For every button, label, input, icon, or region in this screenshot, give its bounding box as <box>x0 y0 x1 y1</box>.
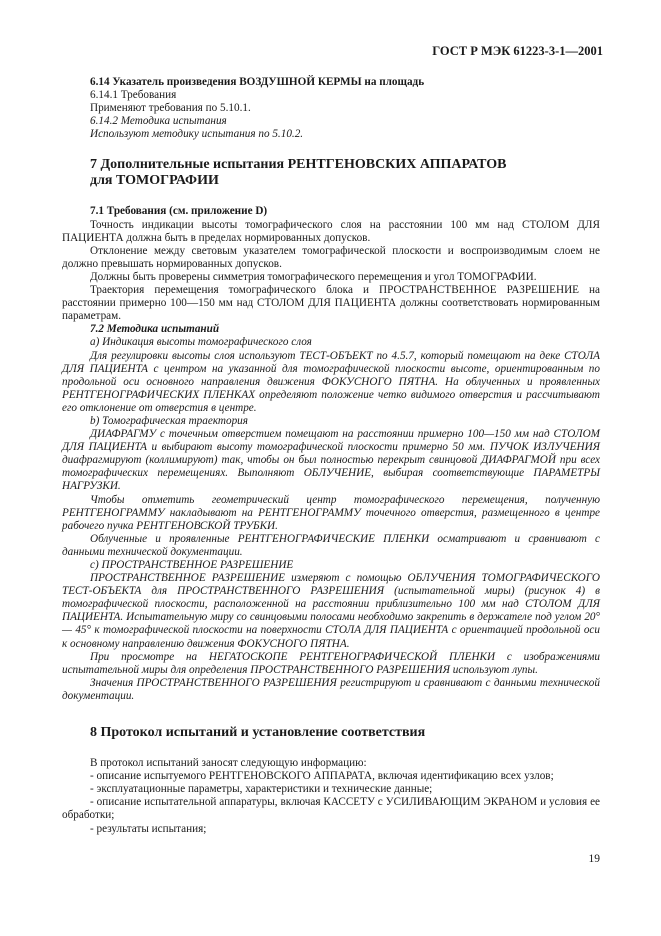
paragraph: Траектория перемещения томографического блока и ПРОСТРАНСТВЕННОЕ РАЗРЕШЕНИЕ на расстоянии примерно 100—150 мм над СТОЛОМ ДЛЯ ПАЦИЕНТА должны соответствовать нормированным параметрам. <box>62 284 600 323</box>
clause-6-14-1-text: Применяют требования по 5.10.1. <box>90 102 251 115</box>
paragraph: В протокол испытаний заносят следующую информацию: <box>90 757 367 770</box>
paragraph: ПРОСТРАНСТВЕННОЕ РАЗРЕШЕНИЕ измеряют с помощью ОБЛУЧЕНИЯ ТОМОГРАФИЧЕСКОГО ТЕСТ-ОБЪЕКТА для ПРОСТРАНСТВЕННОГО РАЗРЕШЕНИЯ (испытательной миры) (рисунок 4) в томографической плоскости, расположенной на расстоянии приблизительно 100 мм над СТОЛОМ ДЛЯ ПАЦИЕНТА. Испытательную миру со свинцовыми полосами необходимо закрепить в держателе под углом 20° — 45° к томографической плоскости на поверхности СТОЛА ДЛЯ ПАЦИЕНТА с ориентацией продольной оси к основному направлению движения ФОКУСНОГО ПЯТНА. <box>62 572 600 650</box>
item-b-title: b) Томографическая траектория <box>90 414 248 427</box>
list-item: - описание испытуемого РЕНТГЕНОВСКОГО АППАРАТА, включая идентификацию всех узлов; <box>90 770 554 783</box>
section-7-2-title: 7.2 Методика испытаний <box>90 323 220 336</box>
paragraph: Должны быть проверены симметрия томографического перемещения и угол ТОМОГРАФИИ. <box>90 270 537 283</box>
paragraph: Значения ПРОСТРАНСТВЕННОГО РАЗРЕШЕНИЯ регистрируют и сравнивают с данными технической документации. <box>62 676 600 702</box>
page-number: 19 <box>588 853 600 865</box>
list-item: - описание испытательной аппаратуры, включая КАССЕТУ с УСИЛИВАЮЩИМ ЭКРАНОМ и условия ее обработки; <box>62 796 600 822</box>
section-7-1-title: 7.1 Требования (см. приложение D) <box>90 205 268 218</box>
section-6-14-title: 6.14 Указатель произведения ВОЗДУШНОЙ КЕРМЫ на площадь <box>90 76 425 88</box>
clause-6-14-2: 6.14.2 Методика испытания <box>90 115 227 128</box>
section-8-title: 8 Протокол испытаний и установление соответствия <box>90 725 426 741</box>
paragraph: Точность индикации высоты томографического слоя на расстоянии 100 мм над СТОЛОМ ДЛЯ ПАЦИЕНТА должна быть в пределах нормированных допусков. <box>62 218 600 244</box>
paragraph: Чтобы отметить геометрический центр томографического перемещения, полученную РЕНТГЕНОГРАММУ накладывают на РЕНТГЕНОГРАММУ точечного отверстия, размещенного в центре рабочего пучка РЕНТГЕНОВСКОЙ ТРУБКИ. <box>62 493 600 532</box>
list-item: - эксплуатационные параметры, характеристики и технические данные; <box>90 783 433 796</box>
paragraph: Отклонение между световым указателем томографической плоскости и воспроизводимым слоем не должно превышать нормированных допусков. <box>62 244 600 270</box>
paragraph: Облученные и проявленные РЕНТГЕНОГРАФИЧЕСКИЕ ПЛЕНКИ осматривают и сравнивают с данными технической документации. <box>62 532 600 558</box>
clause-6-14-2-text: Используют методику испытания по 5.10.2. <box>90 128 304 141</box>
clause-6-14-1: 6.14.1 Требования <box>90 89 177 102</box>
standard-header: ГОСТ Р МЭК 61223-3-1—2001 <box>432 44 603 58</box>
item-c-title: с) ПРОСТРАНСТВЕННОЕ РАЗРЕШЕНИЕ <box>90 559 294 571</box>
list-item: - результаты испытания; <box>90 822 207 835</box>
section-7-title-line1: 7 Дополнительные испытания РЕНТГЕНОВСКИХ АППАРАТОВ <box>90 157 507 173</box>
paragraph: Для регулировки высоты слоя используют ТЕСТ-ОБЪЕКТ по 4.5.7, который помещают на деке СТОЛА ДЛЯ ПАЦИЕНТА с центром на указанной для томографической плоскости высоте, ориентированным по продольной оси основного направления движения ФОКУСНОГО ПЯТНА. На облученных и проявленных РЕНТГЕНОГРАФИЧЕСКИХ ПЛЕНКАХ определяют положение четко видимого отверстия и рассчитывают его отклонение от отверстия в центре. <box>62 349 600 414</box>
item-a-title: а) Индикация высоты томографического слоя <box>90 336 312 349</box>
section-7-title <box>90 157 600 189</box>
paragraph: ДИАФРАГМУ с точечным отверстием помещают на расстоянии примерно 100—150 мм над СТОЛОМ ДЛЯ ПАЦИЕНТА и выбирают высоту томографической плоскости примерно 50 мм. ПУЧОК ИЗЛУЧЕНИЯ диафрагмируют (коллимируют) так, чтобы он был полностью перекрыт свинцовой ДИАФРАГМОЙ при всех томографических перемещениях. Выполняют ОБЛУЧЕНИЕ, выбирая соответствующие ПАРАМЕТРЫ НАГРУЗКИ. <box>62 428 600 493</box>
page-body <box>62 76 600 836</box>
paragraph: При просмотре на НЕГАТОСКОПЕ РЕНТГЕНОГРАФИЧЕСКОЙ ПЛЕНКИ с изображениями испытательной миры для определения ПРОСТРАНСТВЕННОГО РАЗРЕШЕНИЯ используют лупы. <box>62 650 600 676</box>
section-7-title-line2: для ТОМОГРАФИИ <box>90 173 219 189</box>
